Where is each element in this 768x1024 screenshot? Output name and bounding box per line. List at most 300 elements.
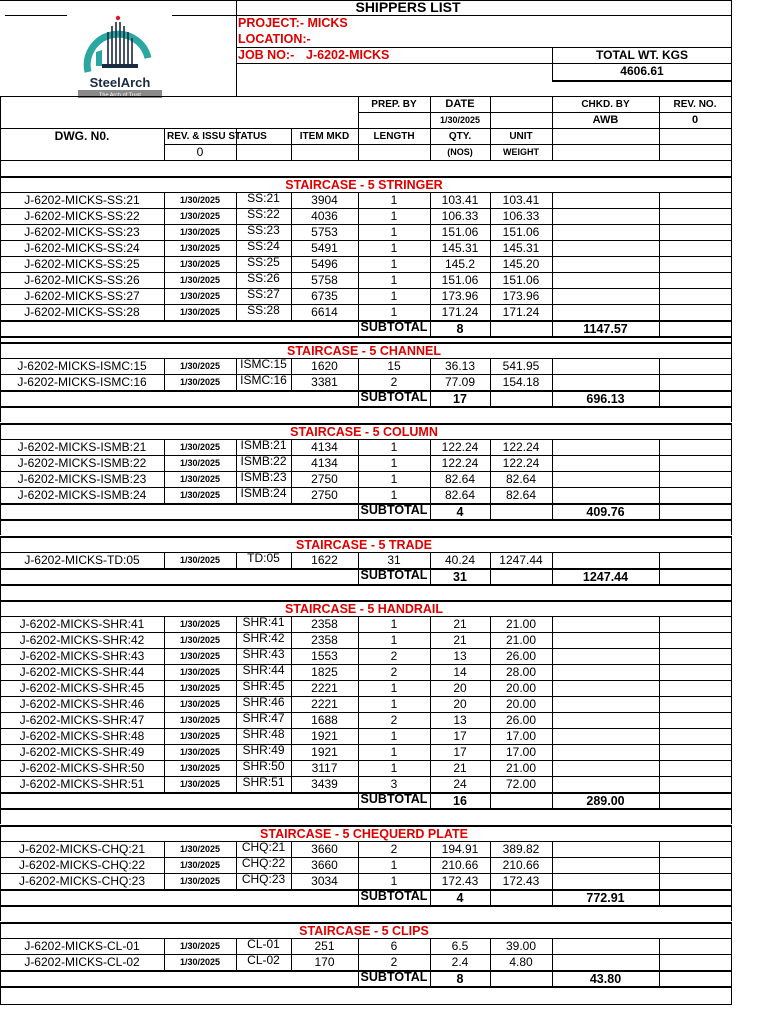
item-mkd-cell: SHR:44: [242, 663, 285, 677]
grid-line: [659, 320, 660, 336]
grid-line: [659, 471, 660, 487]
qty-cell: 1: [390, 697, 398, 711]
unit-weight-cell: 13: [453, 649, 467, 663]
item-mkd-cell: SHR:48: [242, 727, 285, 741]
grid-line: [731, 176, 732, 352]
qty-cell: 1: [390, 745, 398, 759]
grid-line: [659, 664, 660, 680]
grid-line: [490, 970, 491, 986]
unit-header: UNIT: [509, 131, 533, 142]
qty-cell: 6: [390, 939, 398, 953]
grid-line: [552, 728, 553, 744]
unit-weight-cell: 40.24: [444, 553, 476, 567]
dwg-no-cell: J-6202-MICKS-SHR:41: [19, 617, 145, 631]
weight-cell: 82.64: [505, 488, 537, 502]
grid-line: [0, 986, 1, 1004]
subtotal-weight: 43.80: [589, 972, 622, 986]
subtotal-label: SUBTOTAL: [360, 390, 428, 404]
grid-line: [659, 616, 660, 632]
subtotal-label: SUBTOTAL: [360, 970, 428, 984]
subtotal-label: SUBTOTAL: [360, 503, 428, 517]
qty-cell: 2: [390, 713, 398, 727]
grid-line: [552, 240, 553, 256]
qty-cell: 1: [390, 305, 398, 319]
grid-line: [552, 873, 553, 889]
item-mkd-cell: ISMB:21: [240, 438, 287, 452]
rev-issu-status-value: 0: [196, 145, 204, 159]
subtotal-weight: 1247.44: [582, 570, 629, 584]
length-cell: 3660: [311, 842, 338, 856]
section-title: STAIRCASE - 5 CHEQUERD PLATE: [260, 827, 468, 841]
unit-weight-cell: 2.4: [451, 955, 469, 969]
weight-cell: 28.00: [505, 665, 537, 679]
unit-weight-cell: 151.06: [441, 225, 479, 239]
qty-cell: 3: [390, 777, 398, 791]
grid-line: [552, 80, 732, 82]
rev-no-header: REV. NO.: [673, 99, 717, 110]
subtotal-qty: 4: [456, 505, 464, 519]
unit-weight-cell: 21: [453, 617, 467, 631]
length-cell: 3034: [311, 874, 338, 888]
weight-cell: 210.66: [502, 858, 540, 872]
weight-cell: 172.43: [502, 874, 540, 888]
grid-line: [659, 455, 660, 471]
grid-line: [0, 160, 732, 161]
item-mkd-cell: SS:27: [247, 287, 280, 301]
grid-line: [552, 208, 553, 224]
grid-line: [552, 664, 553, 680]
weight-cell: 72.00: [505, 777, 537, 791]
grid-line: [5, 15, 67, 16]
weight-cell: 21.00: [505, 617, 537, 631]
date-value: 1/30/2025: [439, 115, 481, 125]
qty-cell: 1: [390, 193, 398, 207]
rev-date-cell: 1/30/2025: [179, 763, 221, 773]
grid-line: [552, 358, 553, 374]
dwg-no-cell: J-6202-MICKS-SS:21: [24, 193, 140, 207]
dwg-no-cell: J-6202-MICKS-SS:27: [24, 289, 140, 303]
total-weight-label: TOTAL WT. KGS: [596, 48, 688, 62]
weight-cell: 173.96: [502, 289, 540, 303]
length-cell: 3117: [311, 761, 338, 775]
total-weight-value: 4606.61: [620, 64, 664, 78]
job-no-label: JOB NO:-: [238, 48, 295, 62]
weight-cell: 106.33: [502, 209, 540, 223]
grid-line: [659, 240, 660, 256]
length-cell: 2750: [311, 488, 338, 502]
length-cell: 5496: [311, 257, 338, 271]
dwg-no-cell: J-6202-MICKS-SHR:44: [19, 665, 145, 679]
grid-line: [659, 390, 660, 406]
item-mkd-cell: SHR:51: [242, 775, 285, 789]
dwg-no-cell: J-6202-MICKS-SS:26: [24, 273, 140, 287]
qty-cell: 1: [390, 289, 398, 303]
grid-line: [659, 374, 660, 390]
dwg-no-cell: J-6202-MICKS-SHR:45: [19, 681, 145, 695]
length-cell: 1553: [311, 649, 338, 663]
rev-date-cell: 1/30/2025: [179, 957, 221, 967]
grid-line: [552, 712, 553, 728]
item-mkd-cell: SS:22: [247, 207, 280, 221]
length-cell: 4134: [311, 440, 338, 454]
rev-date-cell: 1/30/2025: [179, 377, 221, 387]
grid-line: [659, 760, 660, 776]
unit-weight-cell: 173.96: [441, 289, 479, 303]
subtotal-weight: 289.00: [586, 794, 625, 808]
unit-weight-cell: 145.31: [441, 241, 479, 255]
unit-weight-cell: 36.13: [444, 359, 476, 373]
section-title: STAIRCASE - 5 STRINGER: [285, 178, 443, 192]
item-mkd-cell: SHR:45: [242, 679, 285, 693]
location-label: LOCATION:-: [238, 32, 311, 46]
project-label: PROJECT:- MICKS: [238, 16, 348, 30]
grid-line: [552, 439, 553, 455]
qty-unit-label: (NOS): [447, 147, 473, 157]
weight-cell: 389.82: [502, 842, 540, 856]
item-mkd-cell: SHR:42: [242, 631, 285, 645]
weight-cell: 20.00: [505, 681, 537, 695]
length-cell: 170: [314, 955, 335, 969]
chkd-by-value: AWB: [592, 114, 619, 126]
unit-weight-cell: 17: [453, 745, 467, 759]
grid-line: [552, 272, 553, 288]
section-title: STAIRCASE - 5 TRADE: [296, 538, 432, 552]
grid-line: [659, 696, 660, 712]
grid-line: [659, 792, 660, 808]
grid-line: [659, 208, 660, 224]
item-mkd-cell: CHQ:21: [241, 840, 286, 854]
subtotal-label: SUBTOTAL: [360, 320, 428, 334]
subtotal-weight: 696.13: [586, 392, 625, 406]
grid-line: [552, 487, 553, 503]
dwg-no-cell: J-6202-MICKS-ISMC:15: [17, 359, 147, 373]
grid-line: [552, 744, 553, 760]
qty-cell: 1: [390, 273, 398, 287]
unit-weight-cell: 13: [453, 713, 467, 727]
length-cell: 1622: [311, 553, 338, 567]
dwg-no-cell: J-6202-MICKS-CL-01: [24, 939, 140, 953]
weight-cell: 21.00: [505, 761, 537, 775]
subtotal-qty: 31: [453, 570, 467, 584]
grid-line: [659, 648, 660, 664]
weight-cell: 17.00: [505, 745, 537, 759]
rev-date-cell: 1/30/2025: [179, 667, 221, 677]
subtotal-qty: 4: [456, 891, 464, 905]
rev-date-cell: 1/30/2025: [179, 619, 221, 629]
grid-line: [552, 256, 553, 272]
qty-cell: 1: [390, 209, 398, 223]
rev-date-cell: 1/30/2025: [179, 227, 221, 237]
grid-line: [659, 224, 660, 240]
subtotal-weight: 772.91: [586, 891, 625, 905]
grid-line: [552, 696, 553, 712]
grid-line: [552, 680, 553, 696]
item-mkd-cell: SHR:47: [242, 711, 285, 725]
length-cell: 2358: [311, 617, 338, 631]
item-mkd-cell: CHQ:22: [241, 856, 286, 870]
qty-cell: 2: [390, 665, 398, 679]
prep-by-header: PREP. BY: [371, 99, 417, 110]
rev-date-cell: 1/30/2025: [179, 195, 221, 205]
rev-date-cell: 1/30/2025: [179, 275, 221, 285]
unit-weight-cell: 172.43: [441, 874, 479, 888]
qty-cell: 1: [390, 440, 398, 454]
grid-line: [552, 632, 553, 648]
item-mkd-cell: SHR:41: [242, 615, 285, 629]
dwg-no-cell: J-6202-MICKS-SHR:42: [19, 633, 145, 647]
length-cell: 5753: [311, 225, 338, 239]
weight-header: WEIGHT: [503, 147, 539, 157]
chkd-by-header: CHKD. BY: [581, 99, 630, 110]
grid-line: [552, 857, 553, 873]
unit-weight-cell: 21: [453, 633, 467, 647]
grid-line: [552, 224, 553, 240]
rev-date-cell: 1/30/2025: [179, 747, 221, 757]
grid-line: [659, 744, 660, 760]
item-mkd-cell: ISMC:15: [240, 357, 287, 371]
grid-line: [659, 568, 660, 584]
item-mkd-cell: ISMB:22: [240, 454, 287, 468]
item-mkd-cell: TD:05: [247, 551, 280, 565]
qty-cell: 1: [390, 633, 398, 647]
unit-weight-cell: 106.33: [441, 209, 479, 223]
length-cell: 2358: [311, 633, 338, 647]
grid-line: [552, 304, 553, 320]
weight-cell: 1247.44: [499, 553, 543, 567]
grid-line: [490, 390, 491, 406]
qty-cell: 1: [390, 761, 398, 775]
qty-cell: 1: [390, 729, 398, 743]
grid-line: [552, 455, 553, 471]
dwg-no-cell: J-6202-MICKS-SHR:43: [19, 649, 145, 663]
grid-line: [659, 841, 660, 857]
item-mkd-cell: SS:21: [247, 191, 280, 205]
grid-line: [659, 776, 660, 792]
weight-cell: 39.00: [505, 939, 537, 953]
dwg-no-cell: J-6202-MICKS-SHR:48: [19, 729, 145, 743]
item-mkd-cell: CL-01: [247, 937, 280, 951]
rev-date-cell: 1/30/2025: [179, 876, 221, 886]
item-mkd-cell: SHR:43: [242, 647, 285, 661]
item-mkd-cell: SS:23: [247, 223, 280, 237]
rev-date-cell: 1/30/2025: [179, 715, 221, 725]
section-title: STAIRCASE - 5 HANDRAIL: [284, 602, 444, 616]
section-title: STAIRCASE - 5 CHANNEL: [287, 344, 441, 358]
rev-date-cell: 1/30/2025: [179, 291, 221, 301]
subtotal-label: SUBTOTAL: [360, 889, 428, 903]
grid-line: [731, 342, 732, 422]
weight-cell: 21.00: [505, 633, 537, 647]
unit-weight-cell: 82.64: [444, 488, 476, 502]
length-cell: 5758: [311, 273, 338, 287]
length-cell: 2221: [311, 681, 338, 695]
weight-cell: 154.18: [502, 375, 540, 389]
section-title: STAIRCASE - 5 COLUMN: [290, 425, 438, 439]
item-mkd-cell: ISMB:24: [240, 486, 287, 500]
grid-line: [659, 680, 660, 696]
item-mkd-cell: ISMC:16: [240, 373, 287, 387]
length-cell: 1825: [311, 665, 338, 679]
grid-line: [490, 320, 491, 336]
length-cell: 3439: [311, 777, 338, 791]
unit-weight-cell: 103.41: [441, 193, 479, 207]
length-header: LENGTH: [373, 131, 415, 142]
dwg-no-cell: J-6202-MICKS-SHR:51: [19, 777, 145, 791]
unit-weight-cell: 6.5: [451, 939, 469, 953]
dwg-no-cell: J-6202-MICKS-SHR:47: [19, 713, 145, 727]
unit-weight-cell: 20: [453, 681, 467, 695]
rev-date-cell: 1/30/2025: [179, 844, 221, 854]
section-title: STAIRCASE - 5 CLIPS: [299, 924, 429, 938]
qty-cell: 1: [390, 488, 398, 502]
dwg-no-cell: J-6202-MICKS-ISMB:23: [17, 472, 147, 486]
qty-cell: 1: [390, 874, 398, 888]
item-mkd-cell: CL-02: [247, 953, 280, 967]
rev-date-cell: 1/30/2025: [179, 458, 221, 468]
grid-line: [659, 873, 660, 889]
grid-line: [659, 728, 660, 744]
grid-line: [552, 374, 553, 390]
length-cell: 3904: [311, 193, 338, 207]
dwg-no-cell: J-6202-MICKS-CHQ:22: [18, 858, 146, 872]
grid-line: [659, 288, 660, 304]
rev-date-cell: 1/30/2025: [179, 211, 221, 221]
qty-cell: 1: [390, 257, 398, 271]
subtotal-qty: 16: [453, 794, 467, 808]
rev-date-cell: 1/30/2025: [179, 635, 221, 645]
qty-header: QTY.: [448, 131, 472, 142]
dwg-no-cell: J-6202-MICKS-ISMB:24: [17, 488, 147, 502]
page-title: SHIPPERS LIST: [355, 0, 461, 15]
dwg-no-cell: J-6202-MICKS-SHR:50: [19, 761, 145, 775]
grid-line: [659, 304, 660, 320]
unit-weight-cell: 17: [453, 729, 467, 743]
length-cell: 1688: [311, 713, 338, 727]
grid-line: [659, 192, 660, 208]
item-mkd-cell: SS:25: [247, 255, 280, 269]
dwg-no-cell: J-6202-MICKS-SS:24: [24, 241, 140, 255]
rev-date-cell: 1/30/2025: [179, 860, 221, 870]
rev-date-cell: 1/30/2025: [179, 699, 221, 709]
subtotal-qty: 8: [456, 972, 464, 986]
grid-line: [552, 648, 553, 664]
dwg-no-cell: J-6202-MICKS-TD:05: [24, 553, 140, 567]
weight-cell: 4.80: [509, 955, 533, 969]
weight-cell: 145.20: [502, 257, 540, 271]
rev-date-cell: 1/30/2025: [179, 555, 221, 565]
dwg-no-cell: J-6202-MICKS-SHR:49: [19, 745, 145, 759]
grid-line: [552, 938, 553, 954]
length-cell: 2221: [311, 697, 338, 711]
logo-wordmark: SteelArch: [89, 75, 151, 90]
qty-cell: 1: [390, 241, 398, 255]
subtotal-label: SUBTOTAL: [360, 568, 428, 582]
logo-tagline: The Arch of Trust: [99, 92, 141, 98]
steelarch-logo: [66, 14, 174, 98]
unit-weight-cell: 24: [453, 777, 467, 791]
unit-weight-cell: 194.91: [441, 842, 479, 856]
grid-line: [731, 96, 732, 176]
weight-cell: 151.06: [502, 273, 540, 287]
length-cell: 4134: [311, 456, 338, 470]
qty-cell: 1: [390, 617, 398, 631]
length-cell: 6735: [311, 289, 338, 303]
unit-weight-cell: 21: [453, 761, 467, 775]
item-mkd-cell: SS:26: [247, 271, 280, 285]
grid-line: [552, 288, 553, 304]
grid-line: [659, 358, 660, 374]
rev-date-cell: 1/30/2025: [179, 651, 221, 661]
qty-cell: 2: [390, 842, 398, 856]
qty-cell: 2: [390, 649, 398, 663]
unit-weight-cell: 210.66: [441, 858, 479, 872]
grid-line: [659, 272, 660, 288]
qty-cell: 1: [390, 681, 398, 695]
subtotal-label: SUBTOTAL: [360, 792, 428, 806]
dwg-no-cell: J-6202-MICKS-SS:28: [24, 305, 140, 319]
grid-line: [659, 256, 660, 272]
unit-weight-cell: 20: [453, 697, 467, 711]
dwg-no-cell: J-6202-MICKS-SS:23: [24, 225, 140, 239]
rev-date-cell: 1/30/2025: [179, 779, 221, 789]
unit-weight-cell: 171.24: [441, 305, 479, 319]
dwg-no-cell: J-6202-MICKS-CL-02: [24, 955, 140, 969]
weight-cell: 20.00: [505, 697, 537, 711]
grid-line: [490, 889, 491, 905]
grid-line: [659, 889, 660, 905]
qty-cell: 1: [390, 858, 398, 872]
qty-cell: 2: [390, 955, 398, 969]
job-no-value: J-6202-MICKS: [306, 48, 390, 62]
rev-date-cell: 1/30/2025: [179, 474, 221, 484]
unit-weight-cell: 77.09: [444, 375, 476, 389]
grid-line: [0, 1004, 732, 1005]
unit-weight-cell: 151.06: [441, 273, 479, 287]
grid-line: [236, 63, 552, 64]
length-cell: 3381: [311, 375, 338, 389]
dwg-no-header: DWG. N0.: [54, 129, 110, 143]
rev-date-cell: 1/30/2025: [179, 442, 221, 452]
rev-date-cell: 1/30/2025: [179, 731, 221, 741]
grid-line: [659, 503, 660, 519]
qty-cell: 1: [390, 456, 398, 470]
grid-line: [490, 503, 491, 519]
grid-line: [659, 857, 660, 873]
grid-line: [552, 760, 553, 776]
length-cell: 1921: [311, 745, 338, 759]
dwg-no-cell: J-6202-MICKS-ISMB:21: [17, 440, 147, 454]
grid-line: [552, 192, 553, 208]
item-mkd-cell: ISMB:23: [240, 470, 287, 484]
item-mkd-cell: SS:24: [247, 239, 280, 253]
rev-issu-status-header: REV. & ISSU STATUS: [167, 131, 267, 142]
grid-line: [659, 712, 660, 728]
grid-line: [659, 632, 660, 648]
weight-cell: 82.64: [505, 472, 537, 486]
item-mkd-cell: SHR:46: [242, 695, 285, 709]
grid-line: [659, 970, 660, 986]
qty-cell: 31: [387, 553, 401, 567]
weight-cell: 151.06: [502, 225, 540, 239]
length-cell: 3660: [311, 858, 338, 872]
grid-line: [552, 552, 553, 568]
date-header: DATE: [445, 98, 475, 110]
length-cell: 1921: [311, 729, 338, 743]
grid-line: [659, 439, 660, 455]
unit-weight-cell: 122.24: [441, 456, 479, 470]
grid-line: [490, 568, 491, 584]
dwg-no-cell: J-6202-MICKS-SHR:46: [19, 697, 145, 711]
